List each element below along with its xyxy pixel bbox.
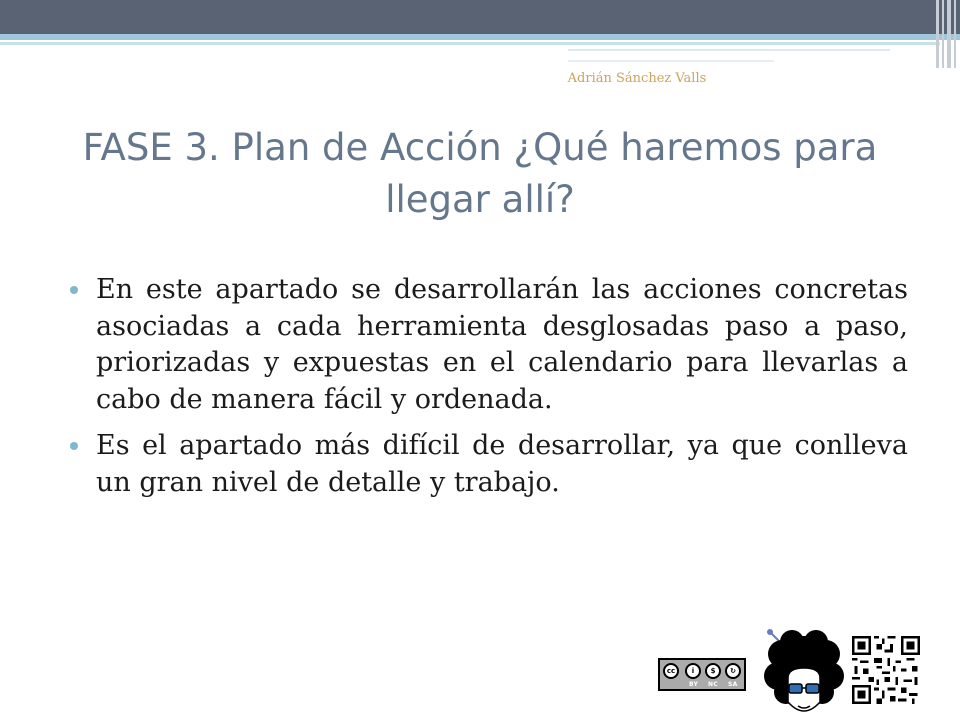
bullet-dot-icon [70, 286, 78, 294]
creative-commons-license-badge[interactable] [658, 658, 746, 691]
by-label: BY [689, 681, 699, 688]
by-icon: i [685, 663, 701, 679]
header-accent-stripe [0, 34, 960, 40]
header-edge-stripes [934, 0, 960, 68]
bullet-text: En este apartado se desarrollarán las acciones concretas asociadas a cada herramienta desglosadas paso a paso, priorizadas y expuestas en el calendario para llevarlas a cabo de manera fácil y ordenada. [96, 274, 908, 415]
bullet-list [70, 272, 908, 511]
cc-icon: cc [663, 663, 679, 679]
bullet-text: Es el apartado más difícil de desarrollar, ya que conlleva un gran nivel de detalle y trabajo. [96, 430, 908, 498]
nc-icon: $ [705, 663, 721, 679]
header-bar [0, 0, 960, 34]
sa-label: SA [728, 681, 738, 688]
bullet-item [70, 428, 908, 501]
bullet-item [70, 272, 908, 418]
qr-code-icon[interactable] [852, 636, 920, 704]
header-thin-line-tertiary [568, 60, 774, 62]
author-name: Adrián Sánchez Valls [567, 71, 707, 86]
slide-title: FASE 3. Plan de Acción ¿Qué haremos para llegar allí? [82, 126, 878, 221]
bullet-dot-icon [70, 442, 78, 450]
nc-label: NC [708, 681, 719, 688]
sa-icon: ↻ [725, 663, 741, 679]
header-thin-line [0, 42, 940, 45]
afro-avatar-icon [762, 628, 846, 720]
header-thin-line-secondary [568, 49, 890, 51]
